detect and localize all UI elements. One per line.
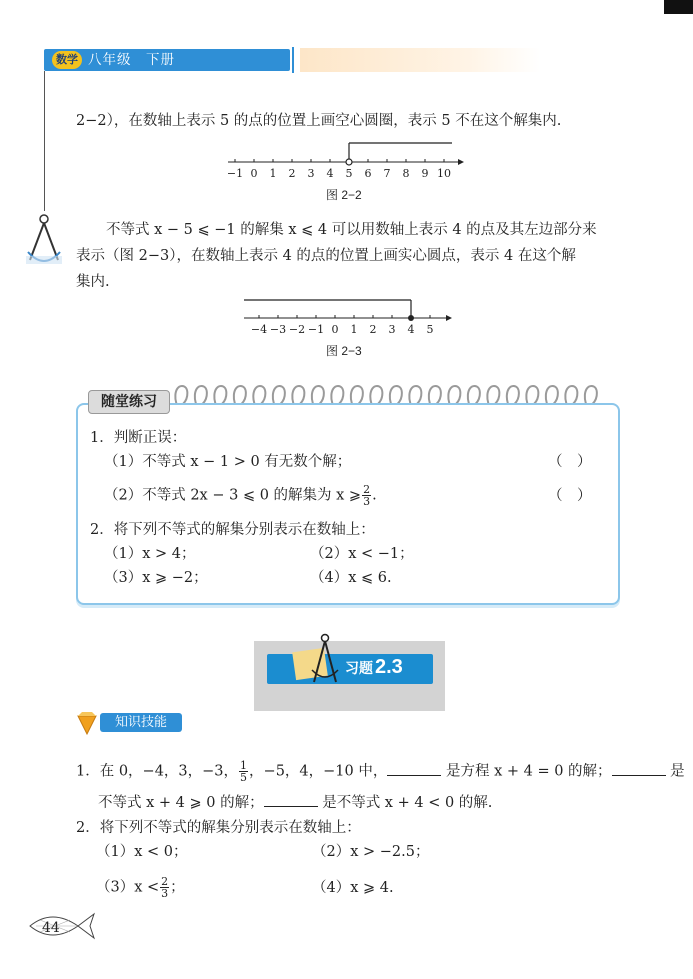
tick-label: 5 (345, 167, 353, 180)
answer-blank[interactable] (612, 763, 666, 776)
tick-label: −3 (269, 323, 287, 336)
fish-icon (26, 906, 98, 946)
caption-fig-2-3: 图 2−3 (326, 344, 362, 358)
tick-label: 4 (326, 167, 334, 180)
practice-q2c: （3）x ⩾ −2； (104, 570, 208, 586)
tick-label: −1 (307, 323, 325, 336)
answer-blank[interactable] (387, 763, 441, 776)
page-number: 44 (42, 920, 60, 936)
paren-q1b: （ ） (548, 488, 592, 504)
practice-q2b: （2）x < −1； (310, 546, 414, 562)
tick-label: 7 (383, 167, 391, 180)
practice-q2: 2．将下列不等式的解集分别表示在数轴上： (90, 522, 375, 538)
subject-badge: 数学 (52, 51, 82, 69)
tick-label: −2 (288, 323, 306, 336)
paragraph-1: 2−2），在数轴上表示 5 的点的位置上画空心圆圈，表示 5 不在这个解集内. (76, 113, 562, 129)
exercise-label: 习题 (345, 661, 373, 677)
header-gradient (300, 48, 540, 72)
tick-label: 1 (269, 167, 277, 180)
paragraph-2-line-1: 不等式 x − 5 ⩽ −1 的解集 x ⩽ 4 可以用数轴上表示 4 的点及其左边部分来 (106, 222, 597, 238)
tick-label: 5 (426, 323, 434, 336)
grade-label: 八年级 下册 (88, 52, 175, 68)
compass-icon (308, 632, 342, 686)
answer-blank[interactable] (264, 794, 318, 807)
tick-label: 2 (288, 167, 296, 180)
tick-label: 3 (307, 167, 315, 180)
exercise-2-question: 2．将下列不等式的解集分别表示在数轴上： (76, 820, 361, 836)
caption-fig-2-2: 图 2−2 (326, 188, 362, 202)
tick-label: 4 (407, 323, 415, 336)
tick-label: 0 (250, 167, 258, 180)
diamond-icon (76, 710, 98, 736)
tick-label: 9 (421, 167, 429, 180)
compass-icon (22, 212, 66, 268)
exercise-2a: （1）x < 0； (96, 844, 188, 860)
exercise-2d: （4）x ⩾ 4. (312, 880, 394, 896)
practice-q1a: （1）不等式 x − 1 > 0 有无数个解； (104, 454, 352, 470)
practice-q2d: （4）x ⩽ 6. (310, 570, 392, 586)
tick-label: −4 (250, 323, 268, 336)
margin-line (44, 71, 45, 211)
tick-label: 8 (402, 167, 410, 180)
exercise-2b: （2）x > −2.5； (312, 844, 430, 860)
tick-label: −1 (226, 167, 244, 180)
number-line-fig-2-2 (224, 140, 464, 184)
paragraph-2-line-3: 集内. (76, 274, 110, 290)
number-line-fig-2-3 (240, 296, 454, 340)
practice-q1b: （2）不等式 2x − 3 ⩽ 0 的解集为 x ⩾ $\frac{2}{3}$ . (104, 483, 377, 508)
exercise-1-line-2: 不等式 x + 4 ⩾ 0 的解； 是不等式 x + 4 < 0 的解. (98, 795, 493, 811)
header-divider (292, 47, 294, 73)
exercise-number: 2.3 (375, 656, 403, 678)
paren-q1a: （ ） (548, 454, 592, 470)
skills-label: 知识技能 (100, 713, 182, 732)
tick-label: 1 (350, 323, 358, 336)
tick-label: 2 (369, 323, 377, 336)
practice-title: 随堂练习 (88, 390, 170, 414)
practice-q2a: （1）x > 4； (104, 546, 196, 562)
exercise-2c: （3）x < $\frac{2}{3}$ ； (96, 875, 185, 900)
tick-label: 3 (388, 323, 396, 336)
tick-label: 10 (437, 167, 451, 180)
corner-mark (664, 0, 693, 14)
tick-label: 0 (331, 323, 339, 336)
exercise-1-line-1: 1．在 0，−4，3，−3， $\frac{1}{5}$ ，−5，4，−10 中， 是方程 x + 4 = 0 的解； 是 (76, 759, 685, 784)
tick-label: 6 (364, 167, 372, 180)
paragraph-2-line-2: 表示（图 2−3），在数轴上表示 4 的点的位置上画实心圆点，表示 4 在这个解 (76, 248, 576, 264)
practice-q1: 1．判断正误： (90, 430, 187, 446)
